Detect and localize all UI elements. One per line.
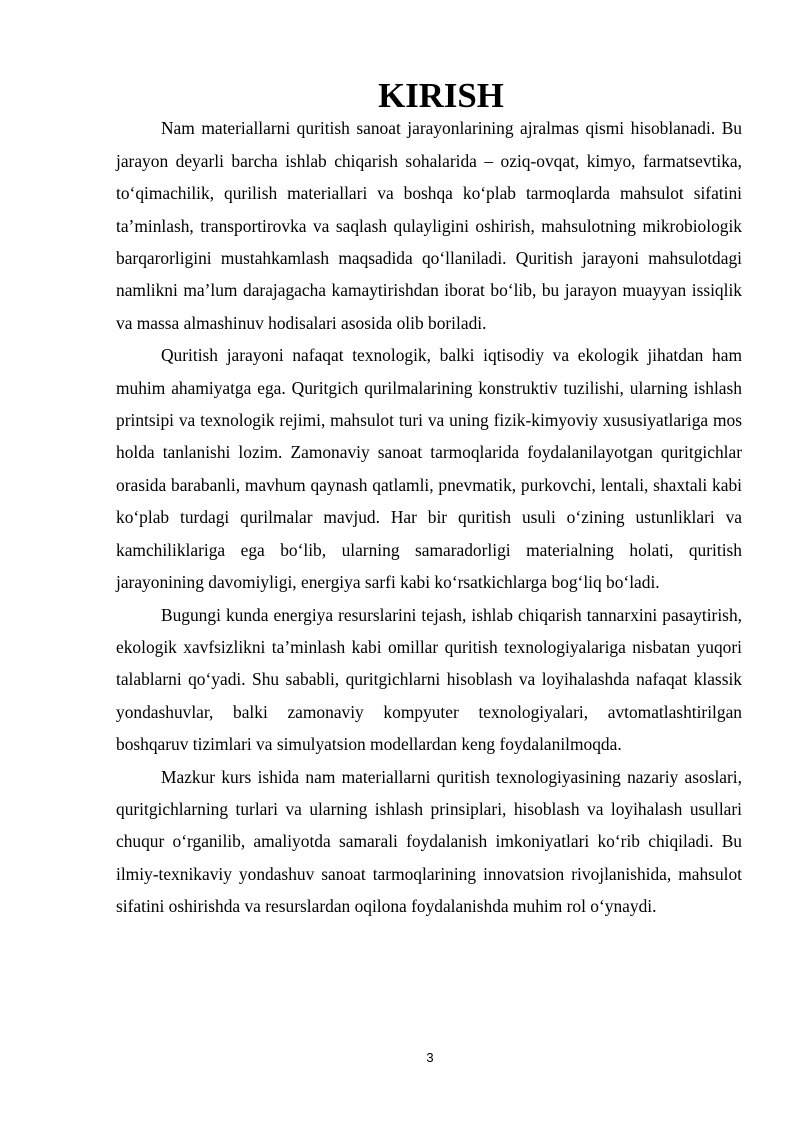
paragraph-3: Bugungi kunda energiya resurslarini tejash, ishlab chiqarish tannarxini pasaytirish, ekologik xavfsizlikni ta’minlash kabi omillar quritish texnologiyalariga nisbatan yuqori talablarni qo‘yadi. Shu sababli, quritgichlarni hisoblash va loyihalashda nafaqat klassik yondashuvlar, balki zamonaviy kompyuter texnologiyalari, avtomatlashtirilgan boshqaruv tizimlari va simulyatsion modellardan keng foydalanilmoqda. (116, 604, 742, 755)
paragraph-1: Nam materiallarni quritish sanoat jarayonlarining ajralmas qismi hisoblanadi. Bu jarayon deyarli barcha ishlab chiqarish sohalarida – oziq-ovqat, kimyo, farmatsevtika, to‘qimachilik, qurilish materiallari va boshqa ko‘plab tarmoqlarda mahsulot sifatini ta’minlash, transportirovka va saqlash qulayligini oshirish, mahsulotning mikrobiologik barqarorligini mustahkamlash maqsadida qo‘llaniladi. Quritish jarayoni mahsulotdagi namlikni ma’lum darajagacha kamaytirishdan iborat bo‘lib, bu jarayon muayyan issiqlik va massa almashinuv hodisalari asosida olib boriladi. (116, 118, 742, 333)
page-content (116, 76, 742, 923)
page-number: 3 (426, 1050, 434, 1065)
section-title: KIRISH (378, 76, 504, 115)
paragraph-4: Mazkur kurs ishida nam materiallarni quritish texnologiyasining nazariy asoslari, quritgichlarning turlari va ularning ishlash prinsiplari, hisoblash va loyihalash usullari chuqur o‘rganilib, amaliyotda samarali foydalanish imkoniyatlari ko‘rib chiqiladi. Bu ilmiy-texnikaviy yondashuv sanoat tarmoqlarining innovatsion rivojlanishida, mahsulot sifatini oshirishda va resurslardan oqilona foydalanishda muhim rol o‘ynaydi. (116, 766, 742, 917)
paragraph-2: Quritish jarayoni nafaqat texnologik, balki iqtisodiy va ekologik jihatdan ham muhim ahamiyatga ega. Quritgich qurilmalarining konstruktiv tuzilishi, ularning ishlash printsipi va texnologik rejimi, mahsulot turi va uning fizik-kimyoviy xususiyatlariga mos holda tanlanishi lozim. Zamonaviy sanoat tarmoqlarida foydalanilayotgan quritgichlar orasida barabanli, mavhum qaynash qatlamli, pnevmatik, purkovchi, lentali, shaxtali kabi ko‘plab turdagi qurilmalar mavjud. Har bir quritish usuli o‘zining ustunliklari va kamchiliklariga ega bo‘lib, ularning samaradorligi materialning holati, quritish jarayonining davomiyligi, energiya sarfi kabi ko‘rsatkichlarga bog‘liq bo‘ladi. (116, 345, 742, 593)
